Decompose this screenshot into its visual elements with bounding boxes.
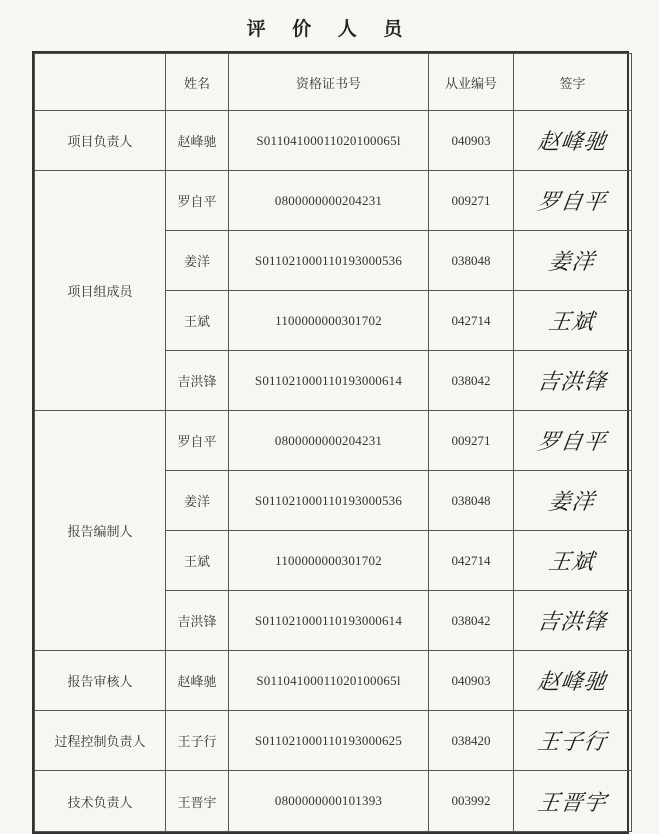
signature-cell xyxy=(514,471,632,531)
handwritten-signature: 王斌 xyxy=(547,550,597,575)
signature-cell xyxy=(514,411,632,471)
handwritten-signature: 姜洋 xyxy=(547,250,597,275)
license-cell: 038048 xyxy=(429,471,514,531)
signature-cell xyxy=(514,651,632,711)
role-cell: 报告编制人 xyxy=(35,411,166,651)
handwritten-signature: 吉洪锋 xyxy=(535,370,609,395)
name-cell: 王晋宇 xyxy=(166,771,229,832)
name-cell: 王斌 xyxy=(166,291,229,351)
cert-cell: S01104100011020100065l xyxy=(229,111,429,171)
table-row xyxy=(35,771,632,832)
cert-cell: 1100000000301702 xyxy=(229,531,429,591)
handwritten-signature: 王晋宇 xyxy=(535,790,609,816)
cert-cell: 0800000000204231 xyxy=(229,171,429,231)
signature-cell xyxy=(514,771,632,832)
header-role xyxy=(35,54,166,111)
cert-cell: S011021000110193000625 xyxy=(229,711,429,771)
header-license: 从业编号 xyxy=(429,54,514,111)
role-cell: 项目组成员 xyxy=(35,171,166,411)
license-cell: 009271 xyxy=(429,171,514,231)
name-cell: 姜洋 xyxy=(166,231,229,291)
role-cell: 报告审核人 xyxy=(35,651,166,711)
handwritten-signature: 罗自平 xyxy=(535,430,609,455)
name-cell: 姜洋 xyxy=(166,471,229,531)
handwritten-signature: 赵峰驰 xyxy=(535,130,609,155)
name-cell: 王子行 xyxy=(166,711,229,771)
name-cell: 罗自平 xyxy=(166,411,229,471)
table-row xyxy=(35,171,632,231)
table-row xyxy=(35,711,632,771)
signature-cell xyxy=(514,351,632,411)
table-row xyxy=(35,411,632,471)
license-cell: 040903 xyxy=(429,651,514,711)
signature-cell xyxy=(514,711,632,771)
handwritten-signature: 姜洋 xyxy=(547,490,597,515)
header-row xyxy=(35,54,632,111)
cert-cell: S01104100011020100065l xyxy=(229,651,429,711)
name-cell: 罗自平 xyxy=(166,171,229,231)
signature-cell xyxy=(514,231,632,291)
role-cell: 项目负责人 xyxy=(35,111,166,171)
table-row xyxy=(35,651,632,711)
signature-cell xyxy=(514,171,632,231)
signature-cell xyxy=(514,591,632,651)
license-cell: 038048 xyxy=(429,231,514,291)
license-cell: 038420 xyxy=(429,711,514,771)
staff-table xyxy=(32,51,629,834)
table-row xyxy=(35,111,632,171)
name-cell: 吉洪锋 xyxy=(166,591,229,651)
license-cell: 038042 xyxy=(429,351,514,411)
name-cell: 吉洪锋 xyxy=(166,351,229,411)
cert-cell: 0800000000204231 xyxy=(229,411,429,471)
license-cell: 009271 xyxy=(429,411,514,471)
license-cell: 003992 xyxy=(429,771,514,832)
license-cell: 038042 xyxy=(429,591,514,651)
license-cell: 042714 xyxy=(429,531,514,591)
header-name: 姓名 xyxy=(166,54,229,111)
handwritten-signature: 吉洪锋 xyxy=(535,610,609,635)
cert-cell: S011021000110193000536 xyxy=(229,471,429,531)
signature-cell xyxy=(514,111,632,171)
signature-cell xyxy=(514,531,632,591)
license-cell: 042714 xyxy=(429,291,514,351)
cert-cell: 0800000000101393 xyxy=(229,771,429,832)
cert-cell: S011021000110193000536 xyxy=(229,231,429,291)
name-cell: 王斌 xyxy=(166,531,229,591)
role-cell: 技术负责人 xyxy=(35,771,166,832)
name-cell: 赵峰驰 xyxy=(166,651,229,711)
handwritten-signature: 赵峰驰 xyxy=(535,670,609,695)
signature-cell xyxy=(514,291,632,351)
handwritten-signature: 罗自平 xyxy=(535,190,609,215)
page-title: 评 价 人 员 xyxy=(246,18,413,40)
header-signature: 签字 xyxy=(514,54,632,111)
cert-cell: S011021000110193000614 xyxy=(229,351,429,411)
name-cell: 赵峰驰 xyxy=(166,111,229,171)
handwritten-signature: 王子行 xyxy=(535,730,609,755)
cert-cell: S011021000110193000614 xyxy=(229,591,429,651)
cert-cell: 1100000000301702 xyxy=(229,291,429,351)
license-cell: 040903 xyxy=(429,111,514,171)
header-cert: 资格证书号 xyxy=(229,54,429,111)
handwritten-signature: 王斌 xyxy=(547,310,597,335)
role-cell: 过程控制负责人 xyxy=(35,711,166,771)
